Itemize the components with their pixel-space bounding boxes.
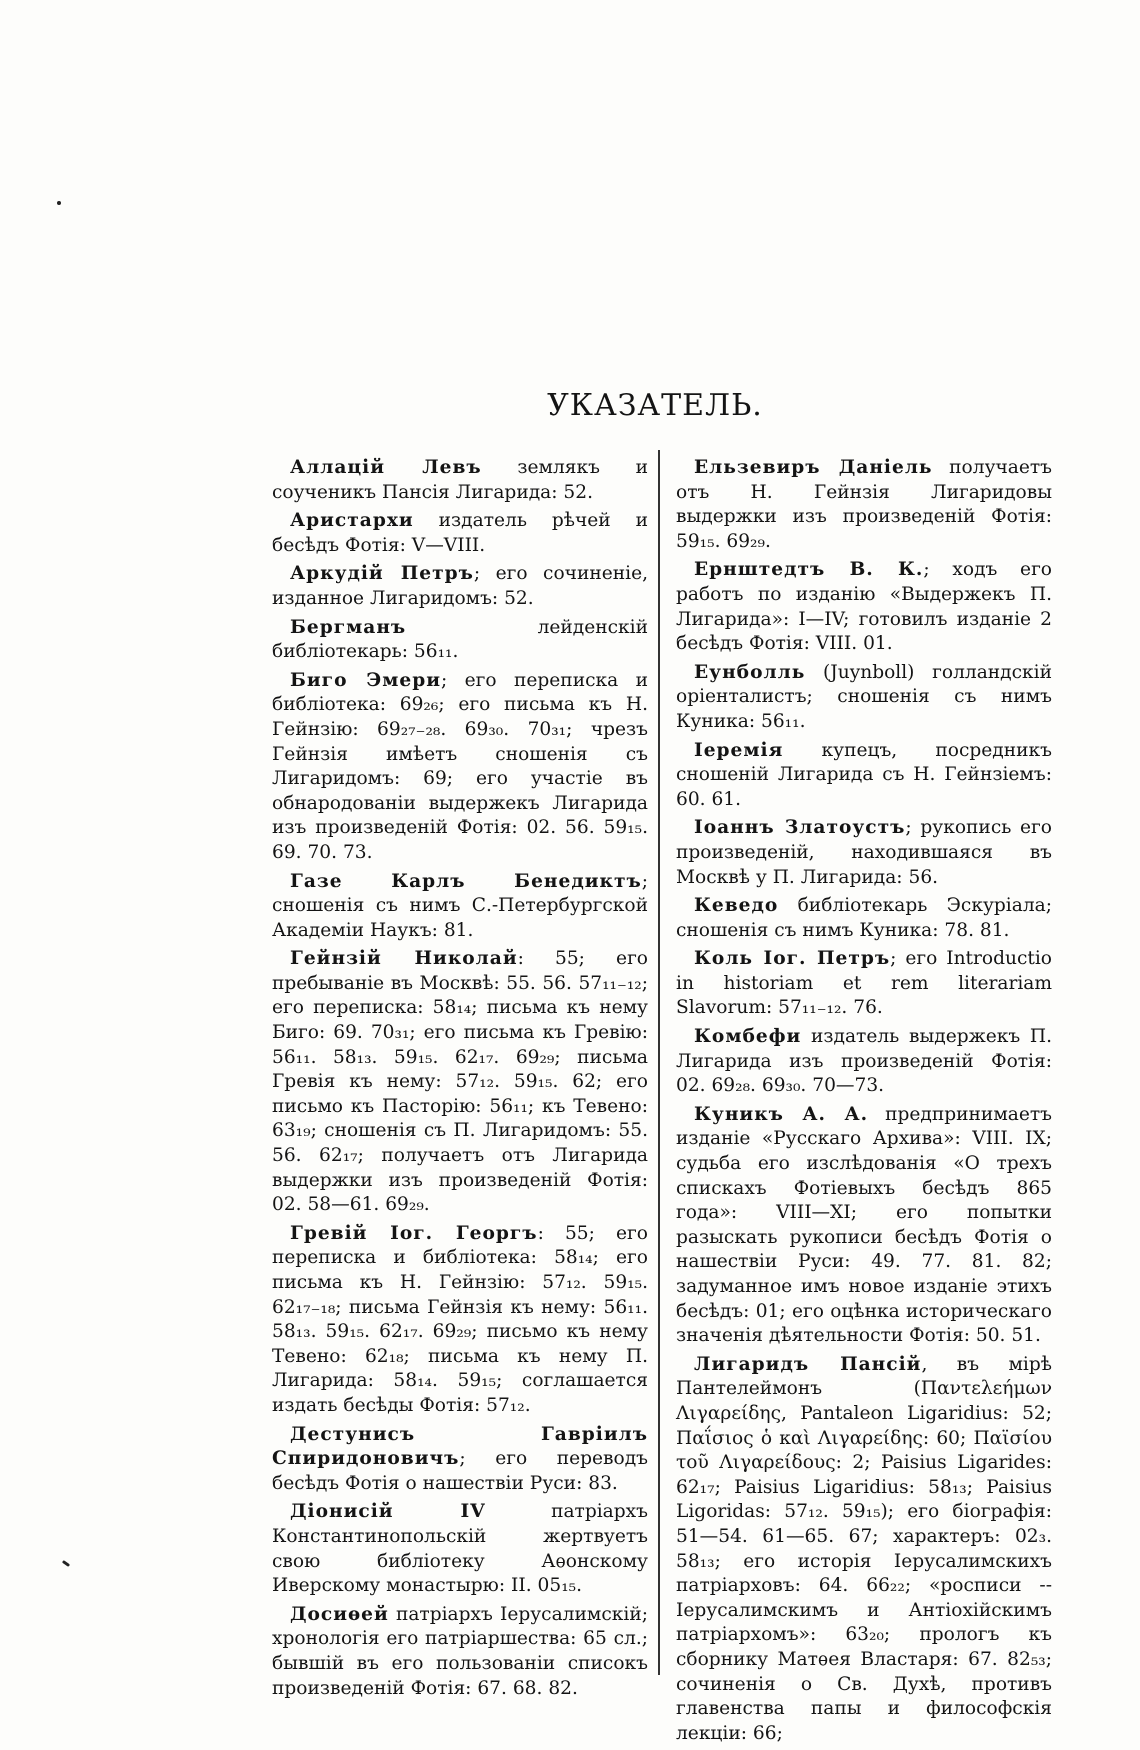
- entry-headword: Аристархи: [290, 510, 414, 532]
- entry-text: издатель выдержекъ П. Лигарида изъ произведеній Фотія: 02. 69₂₈. 69₃₀. 70—73.: [676, 1026, 1052, 1097]
- index-entry: [676, 947, 1052, 1021]
- index-entry: [272, 870, 648, 944]
- entry-text: , въ мірѣ Пантелеймонъ (Παντελεήμων Λιγαρείδης, Pantaleon Ligaridius: 52; Παΐσιος ὁ καὶ Λιγαρείδης: 60; Παϊσίου τοῦ Λιγαρείδους: 2; Paisius Ligarides: 62₁₇; Paisius Ligaridius: 58₁₃; Paisius Ligoridas: 57₁₂. 59₁₅); его біографія: 51—54. 61—65. 67; характеръ: 02₃. 58₁₃; его исторія Іерусалимскихъ патріарховъ: 64. 66₂₂; «росписи -- Іерусалимскимъ и Антіохійскимъ патріархомъ»: 63₂₀; прологъ къ сборнику Матѳея Властаря: 67. 82₅₃; сочиненія о Св. Духѣ, противъ главенства папы и философскія лекціи: 66;: [676, 1353, 1052, 1744]
- index-entry: [272, 562, 648, 611]
- entry-headword: Дестунисъ Гавріилъ Спиридоновичъ: [272, 1423, 648, 1470]
- index-entry: [272, 1603, 648, 1701]
- index-column-left: [272, 456, 648, 1705]
- index-entry: [676, 558, 1052, 656]
- index-entry: [676, 456, 1052, 554]
- scan-speck: [57, 201, 61, 205]
- index-entry: [272, 456, 648, 505]
- entry-headword: Комбефи: [694, 1026, 802, 1048]
- entry-headword: Куникъ А. А.: [694, 1103, 869, 1125]
- index-entry: [676, 1103, 1052, 1349]
- entry-text: предпринимаетъ изданіе «Русскаго Архива»: VIII. IX; судьба его изслѣдованія «О трехъ спискахъ Фотіевыхъ бесѣдъ 865 года»: VIII—XI; его попытки разыскать рукописи бесѣдъ Фотія о нашествіи Руси: 49. 77. 81. 82; задуманное имъ новое изданіе этихъ бесѣдъ: 01; его оцѣнка историческаго значенія дѣятельности Фотія: 50. 51.: [676, 1103, 1052, 1347]
- entry-headword: Ернштедтъ В. К.: [694, 559, 924, 581]
- entry-headword: Аллацій Левъ: [290, 457, 482, 478]
- column-divider: [658, 450, 660, 1675]
- entry-headword: Еунболль: [694, 661, 806, 683]
- entry-text: патріархъ Іерусалимскій; хронологія его патріаршества: 65 сл.; бывшій въ его пользованіи списокъ произведеній Фотія: 67. 68. 82.: [272, 1603, 648, 1699]
- entry-text: землякъ и соученикъ Пансія Лигарида: 52.: [272, 457, 648, 503]
- entry-text: ; его переводъ бесѣдъ Фотія о нашествіи Руси: 83.: [272, 1448, 648, 1494]
- index-entry: [676, 1025, 1052, 1099]
- entry-headword: Гревій Іог. Георгъ: [290, 1222, 538, 1244]
- entry-headword: Діонисій IV: [290, 1501, 486, 1523]
- scan-speck: [62, 1560, 70, 1567]
- entry-text: патріархъ Константинопольскій жертвуетъ свою библіотеку Аѳонскому Иверскому монастырю: II. 05₁₅.: [272, 1501, 648, 1597]
- page-title: УКАЗАТЕЛЬ.: [547, 388, 763, 423]
- entry-headword: Ельзевиръ Даніель: [694, 457, 933, 478]
- index-entry: [272, 1423, 648, 1497]
- entry-headword: Іоаннъ Златоустъ: [694, 817, 906, 839]
- entry-headword: Лигаридъ Пансій: [694, 1353, 922, 1375]
- entry-text: (Juynboll) голландскій оріенталистъ; сношенія съ нимъ Куника: 56₁₁.: [676, 661, 1052, 732]
- index-entry: [272, 509, 648, 558]
- entry-headword: Газе Карлъ Бенедиктъ: [290, 870, 642, 892]
- entry-text: получаетъ отъ Н. Гейнзія Лигаридовы выдержки изъ произведеній Фотія: 59₁₅. 69₂₉.: [676, 457, 1053, 552]
- entry-text: ; рукопись его произведеній, находившаяся въ Москвѣ у П. Лигарида: 56.: [676, 817, 1052, 888]
- entry-headword: Коль Іог. Петръ: [694, 948, 891, 970]
- index-entry: [676, 1353, 1052, 1747]
- entry-headword: Досиѳей: [290, 1603, 389, 1625]
- index-entry: [272, 1222, 648, 1419]
- index-column-right: [676, 456, 1052, 1750]
- entry-text: издатель рѣчей и бесѣдъ Фотія: V—VIII.: [272, 510, 648, 556]
- entry-text: лейденскій библіотекарь: 56₁₁.: [272, 616, 648, 663]
- entry-headword: Гейнзій Николай: [290, 948, 518, 970]
- index-entry: [676, 739, 1052, 813]
- index-entry: [272, 947, 648, 1218]
- index-entry: [676, 894, 1052, 943]
- index-entry: [272, 669, 648, 866]
- index-entry: [676, 661, 1052, 735]
- entry-text: купецъ, посредникъ сношеній Лигарида съ Н. Гейнзіемъ: 60. 61.: [676, 739, 1052, 810]
- index-entry: [676, 816, 1052, 890]
- entry-text: ; его Introductio in historiam et rem literariam Slavorum: 57₁₁₋₁₂. 76.: [676, 948, 1052, 1019]
- entry-text: ; сношенія съ нимъ С.-Петербургской Академіи Наукъ: 81.: [272, 870, 648, 941]
- entry-text: ; его сочиненіе, изданное Лигаридомъ: 52.: [272, 563, 648, 609]
- entry-text: ; его переписка и библіотека: 69₂₆; его письма къ Н. Гейнзію: 69₂₇₋₂₈. 69₃₀. 70₃₁; чрезъ Гейнзія имѣетъ сношенія съ Лигаридомъ: 69; его участіе въ обнародованіи выдержекъ Лигарида изъ произведеній Фотія: 02. 56. 59₁₅. 69. 70. 73.: [272, 669, 648, 863]
- entry-headword: Бергманъ: [290, 616, 407, 638]
- entry-text: : 55; его пребываніе въ Москвѣ: 55. 56. 57₁₁₋₁₂; его переписка: 58₁₄; письма къ нему Биго: 69. 70₃₁; его письма къ Гревію: 56₁₁. 58₁₃. 59₁₅. 62₁₇. 69₂₉; письма Гревія къ нему: 57₁₂. 59₁₅. 62; его письмо къ Пасторію: 56₁₁; къ Тевено: 63₁₉; сношенія съ П. Лигаридомъ: 55. 56. 62₁₇; получаетъ отъ Лигарида выдержки изъ произведеній Фотія: 02. 58—61. 69₂₉.: [272, 948, 649, 1216]
- index-entry: [272, 616, 648, 665]
- entry-headword: Биго Эмери: [290, 669, 441, 691]
- entry-headword: Кеведо: [694, 895, 779, 917]
- entry-headword: Аркудій Петръ: [290, 563, 474, 585]
- entry-text: библіотекарь Эскуріала; сношенія съ нимъ Куника: 78. 81.: [676, 895, 1052, 941]
- entry-text: ; ходъ его работъ по изданію «Выдержекъ П. Лигарида»: I—IV; готовилъ изданіе 2 бесѣдъ Фотія: VIII. 01.: [676, 559, 1052, 655]
- entry-headword: Іеремія: [694, 739, 784, 761]
- index-entry: [272, 1500, 648, 1598]
- entry-text: : 55; его переписка и библіотека: 58₁₄; его письма къ Н. Гейнзію: 57₁₂. 59₁₅. 62₁₇₋₁₈; письма Гейнзія къ нему: 56₁₁. 58₁₃. 59₁₅. 62₁₇. 69₂₉; письмо къ нему Тевено: 62₁₈; письма къ нему П. Лигарида: 58₁₄. 59₁₅; соглашается издать бесѣды Фотія: 57₁₂.: [272, 1222, 648, 1416]
